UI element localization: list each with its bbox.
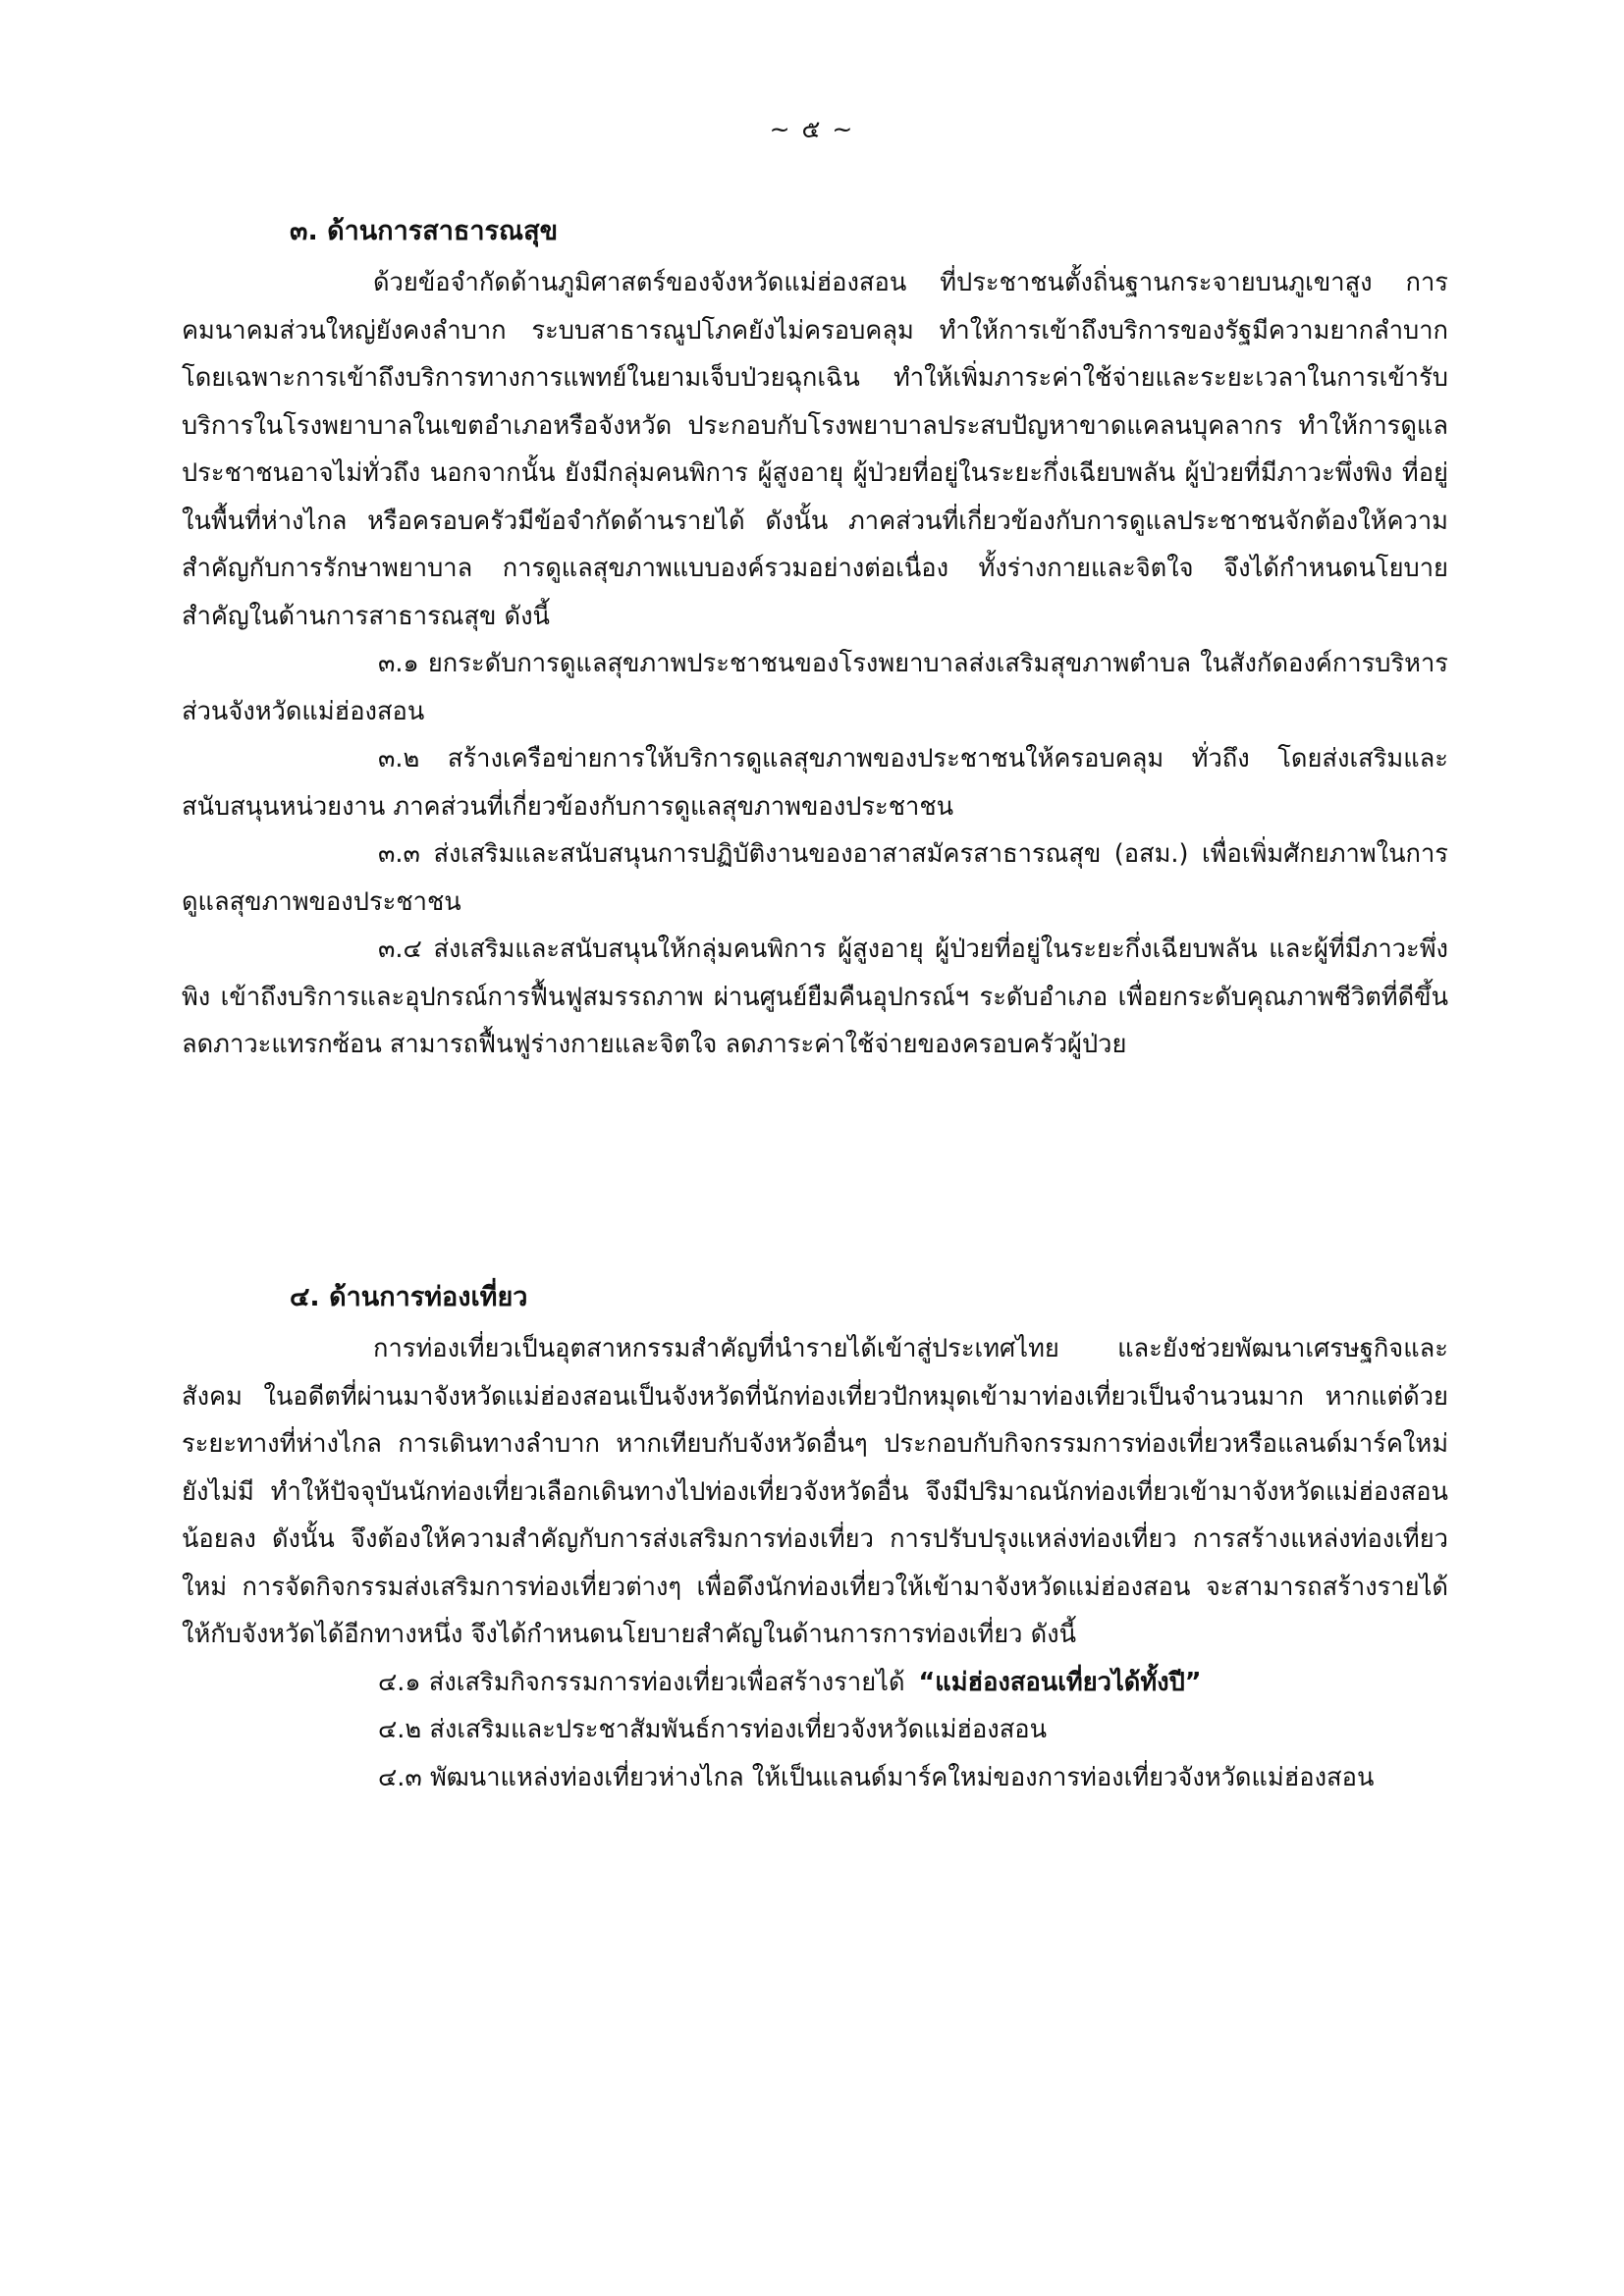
- policy-item-3-3: ๓.๓ ส่งเสริมและสนับสนุนการปฏิบัติงานของอาสาสมัครสาธารณสุข (อสม.) เพื่อเพิ่มศักยภาพในการดูแลสุขภาพของประชาชน: [182, 839, 1448, 917]
- policy-item-3-1: ๓.๑ ยกระดับการดูแลสุขภาพประชาชนของโรงพยาบาลส่งเสริมสุขภาพตำบล ในสังกัดองค์การบริหารส่วนจังหวัดแม่ฮ่องสอน: [182, 649, 1448, 726]
- section-public-health: [182, 208, 1448, 1069]
- section-heading-tourism: ๔. ด้านการท่องเที่ยว: [290, 1282, 528, 1312]
- policy-item-3-2: ๓.๒ สร้างเครือข่ายการให้บริการดูแลสุขภาพของประชาชนให้ครอบคลุม ทั่วถึง โดยส่งเสริมและสนับสนุนหน่วยงาน ภาคส่วนที่เกี่ยวข้องกับการดูแลสุขภาพของประชาชน: [182, 744, 1448, 822]
- policy-item-4-1-text: ๔.๑ ส่งเสริมกิจกรรมการท่องเที่ยวเพื่อสร้างรายได้: [378, 1667, 905, 1697]
- policy-item-4-1: [182, 1659, 1448, 1707]
- policy-item-4-3: ๔.๓ พัฒนาแหล่งท่องเที่ยวห่างไกล ให้เป็นแลนด์มาร์คใหม่ของการท่องเที่ยวจังหวัดแม่ฮ่องสอน: [378, 1762, 1375, 1792]
- paragraph-tourism-intro: การท่องเที่ยวเป็นอุตสาหกรรมสำคัญที่นำรายได้เข้าสู่ประเทศไทย และยังช่วยพัฒนาเศรษฐกิจและสังคม ในอดีตที่ผ่านมาจังหวัดแม่ฮ่องสอนเป็นจังหวัดที่นักท่องเที่ยวปักหมุดเข้ามาท่องเที่ยวเป็นจำนวนมาก หากแต่ด้วยระยะทางที่ห่างไกล การเดินทางลำบาก หากเทียบกับจังหวัดอื่นๆ ประกอบกับกิจกรรมการท่องเที่ยวหรือแลนด์มาร์คใหม่ยังไม่มี ทำให้ปัจจุบันนักท่องเที่ยวเลือกเดินทางไปท่องเที่ยวจังหวัดอื่น จึงมีปริมาณนักท่องเที่ยวเข้ามาจังหวัดแม่ฮ่องสอนน้อยลง ดังนั้น จึงต้องให้ความสำคัญกับการส่งเสริมการท่องเที่ยว การปรับปรุงแหล่งท่องเที่ยว การสร้างแหล่งท่องเที่ยวใหม่ การจัดกิจกรรมส่งเสริมการท่องเที่ยวต่างๆ เพื่อดึงนักท่องเที่ยวให้เข้ามาจังหวัดแม่ฮ่องสอน จะสามารถสร้างรายได้ให้กับจังหวัดได้อีกทางหนึ่ง จึงได้กำหนดนโยบายสำคัญในด้านการการท่องเที่ยว ดังนี้: [182, 1334, 1448, 1649]
- tourism-slogan: “แม่ฮ่องสอนเที่ยวได้ทั้งปี”: [918, 1667, 1202, 1697]
- page-number: ~ ๕ ~: [769, 115, 855, 143]
- paragraph-public-health-intro: ด้วยข้อจำกัดด้านภูมิศาสตร์ของจังหวัดแม่ฮ่องสอน ที่ประชาชนตั้งถิ่นฐานกระจายบนภูเขาสูง การคมนาคมส่วนใหญ่ยังคงลำบาก ระบบสาธารณูปโภคยังไม่ครอบคลุม ทำให้การเข้าถึงบริการของรัฐมีความยากลำบาก โดยเฉพาะการเข้าถึงบริการทางการแพทย์ในยามเจ็บป่วยฉุกเฉิน ทำให้เพิ่มภาระค่าใช้จ่ายและระยะเวลาในการเข้ารับบริการในโรงพยาบาลในเขตอำเภอหรือจังหวัด ประกอบกับโรงพยาบาลประสบปัญหาขาดแคลนบุคลากร ทำให้การดูแลประชาชนอาจไม่ทั่วถึง นอกจากนั้น ยังมีกลุ่มคนพิการ ผู้สูงอายุ ผู้ป่วยที่อยู่ในระยะกึ่งเฉียบพลัน ผู้ป่วยที่มีภาวะพึ่งพิง ที่อยู่ในพื้นที่ห่างไกล หรือครอบครัวมีข้อจำกัดด้านรายได้ ดังนั้น ภาคส่วนที่เกี่ยวข้องกับการดูแลประชาชนจักต้องให้ความสำคัญกับการรักษาพยาบาล การดูแลสุขภาพแบบองค์รวมอย่างต่อเนื่อง ทั้งร่างกายและจิตใจ จึงได้กำหนดนโยบายสำคัญในด้านการสาธารณสุข ดังนี้: [182, 268, 1448, 631]
- section-heading-public-health: ๓. ด้านการสาธารณสุข: [290, 216, 559, 246]
- policy-item-4-2: ๔.๒ ส่งเสริมและประชาสัมพันธ์การท่องเที่ยวจังหวัดแม่ฮ่องสอน: [378, 1715, 1048, 1744]
- section-tourism: [182, 1274, 1448, 1801]
- policy-item-3-4: ๓.๔ ส่งเสริมและสนับสนุนให้กลุ่มคนพิการ ผู้สูงอายุ ผู้ป่วยที่อยู่ในระยะกึ่งเฉียบพลัน และผู้ที่มีภาวะพึ่งพิง เข้าถึงบริการและอุปกรณ์การฟื้นฟูสมรรถภาพ ผ่านศูนย์ยืมคืนอุปกรณ์ฯ ระดับอำเภอ เพื่อยกระดับคุณภาพชีวิตที่ดีขึ้น ลดภาวะแทรกซ้อน สามารถฟื้นฟูร่างกายและจิตใจ ลดภาระค่าใช้จ่ายของครอบครัวผู้ป่วย: [182, 934, 1448, 1059]
